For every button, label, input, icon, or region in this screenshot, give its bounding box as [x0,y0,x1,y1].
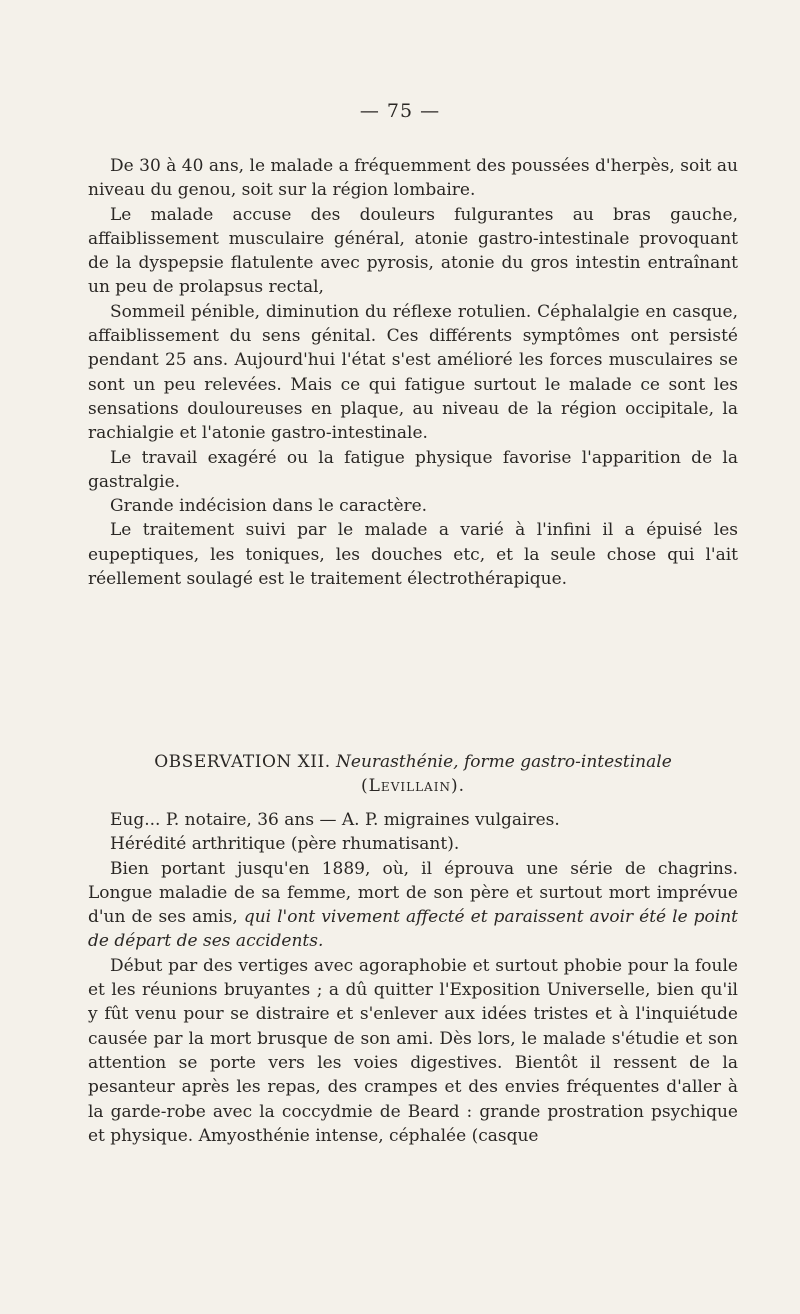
observation-label: OBSERVATION XII. [154,752,331,772]
history-italic-text: qui l'ont vivement affecté et paraissent avoir été le point de départ de ses accidents. [88,907,738,952]
paragraph-character: Grande indécision dans le caractère. [110,496,428,517]
paragraph-patient-intro: Eug... P. notaire, 36 ans — A. P. migraines vulgaires. [110,810,560,830]
page-number: — 75 — [359,100,441,122]
paragraph-sleep: Sommeil pénible, diminution du réflexe rotulien. Céphalalgie en casque, affaiblissement du sens génital. Ces différents symptômes ont persisté pendant 25 ans. Aujourd'hui l'état s'est amélioré les forces musculaires se sont un peu relevées. Mais ce qui fatigue surtout le malade ce sont les sensations douloureuses en plaque, au niveau de la région occipitale, la rachialgie et l'atonie gastro-intestinale. [88,301,738,444]
paragraph-symptoms: Le malade accuse des douleurs fulgurantes au bras gauche, affaiblissement musculaire général, atonie gastro-intestinale provoquant de la dyspepsie flatulente avec pyrosis, atonie du gros intestin entraînant un peu de prolapsus rectal, [88,204,738,298]
paragraph-heredity: Hérédité arthritique (père rhumatisant). [110,834,460,855]
paragraph-herpes: De 30 à 40 ans, le malade a fréquemment des poussées d'herpès, soit au niveau du genou, soit sur la région lombaire. [88,156,738,201]
paragraph-onset: Début par des vertiges avec agoraphobie et surtout phobie pour la foule et les réunions bruyantes ; a dû quitter l'Exposition Universelle, bien qu'il y fût venu pour se distraire et s'enlever aux idées tristes et à l'inquiétude causée par la mort brusque de son ami. Dès lors, le malade s'étudie et son attention se porte vers les voies digestives. Bientôt il ressent de la pesanteur après les repas, des crampes et des envies fréquentes d'aller à la garde-robe avec la coccydmie de Beard : grande prostration psychique et physique. Amyosthénie intense, céphalée (casque [88,955,738,1146]
history-text: Bien portant jusqu'en 1889, où, il éprouva une série de chagrins. Longue maladie de sa femme, mort de son père et surtout mort imprévue d'un de ses amis, [88,858,738,928]
observation-heading [88,750,738,798]
observation-title: Neurasthénie, forme gastro-intestinale [336,752,672,772]
paragraph-fatigue: Le travail exagéré ou la fatigue physique favorise l'apparition de la gastralgie. [88,447,738,492]
observation-body [88,808,738,1148]
paragraph-history [88,857,738,954]
paragraph-treatment: Le traitement suivi par le malade a varié à l'infini il a épuisé les eupeptiques, les toniques, les douches etc, et la seule chose qui l'ait réellement soulagé est le traitement électrothérapique. [88,520,738,590]
case-description [88,154,738,591]
observation-author: (Levillain). [361,776,465,796]
